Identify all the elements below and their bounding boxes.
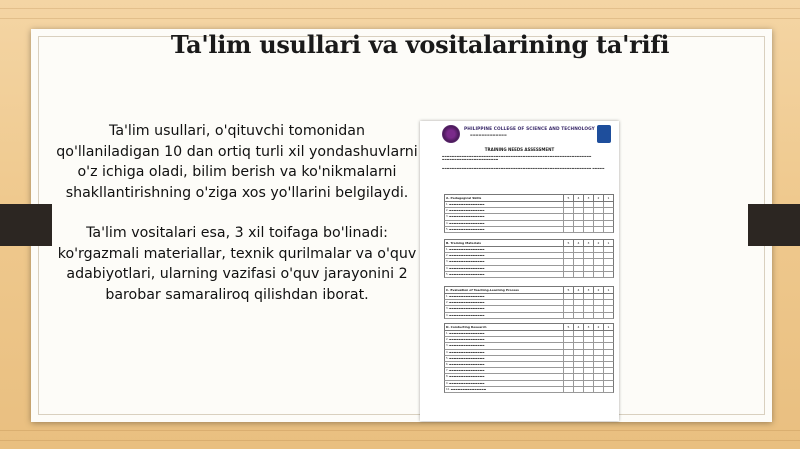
rating-cell [603,227,613,232]
rating-cell [563,350,573,355]
form-section-header [444,194,614,202]
rating-cell [603,356,613,361]
rating-cell [583,362,593,367]
rating-cell [573,356,583,361]
rating-cell [603,259,613,264]
rating-column-label: 4 [573,195,583,201]
rating-cell [573,313,583,318]
rating-cell [573,227,583,232]
rating-column-label: 1 [603,324,613,330]
rating-cell [593,214,603,219]
form-row-label: 1. ▬▬▬▬▬▬▬▬▬▬▬▬▬▬▬ [446,248,485,251]
rating-cell [593,374,603,379]
rating-column-label: 2 [593,324,603,330]
form-section [444,239,614,278]
right-decor-tab [748,204,800,246]
form-row-label: 4. ▬▬▬▬▬▬▬▬▬▬▬▬▬▬▬ [446,313,485,317]
rating-cell [583,202,593,207]
form-row-label: 3. ▬▬▬▬▬▬▬▬▬▬▬▬▬▬▬ [446,215,485,219]
rating-cell [563,227,573,232]
rating-cell [563,272,573,277]
rating-column-label: 2 [593,195,603,201]
form-row [444,227,614,233]
rating-cell [593,343,603,348]
rating-column-label: 3 [583,240,593,246]
form-row-label: 3. ▬▬▬▬▬▬▬▬▬▬▬▬▬▬▬ [446,260,485,264]
rating-cell [583,313,593,318]
form-row-label: 9. ▬▬▬▬▬▬▬▬▬▬▬▬▬▬▬ [446,381,485,385]
rating-cell [593,313,603,318]
rating-cell [563,343,573,348]
form-section-title: C. Evaluation of Teaching-Learning Process [446,288,519,292]
rating-cell [603,202,613,207]
rating-cell [603,374,613,379]
document-legend: ▬▬▬▬▬▬▬▬▬▬▬▬▬▬▬▬▬▬▬▬▬▬▬▬▬▬▬▬▬▬▬▬▬▬▬▬▬▬▬▬▬▬▬▬▬▬▬▬▬▬▬▬▬▬▬▬▬▬▬▬▬ ▬▬▬▬▬ [442,167,605,170]
rating-column-label: 1 [603,195,613,201]
rating-cell [593,253,603,258]
rating-cell [583,294,593,299]
form-row-label: 5. ▬▬▬▬▬▬▬▬▬▬▬▬▬▬▬ [446,227,485,231]
form-section-title: B. Training Materials [446,241,482,245]
form-section [444,286,614,319]
body-text [56,121,418,325]
form-row-label: 2. ▬▬▬▬▬▬▬▬▬▬▬▬▬▬▬ [446,209,485,213]
rating-cell [563,202,573,207]
rating-cell [573,266,583,271]
rating-cell [563,331,573,336]
form-row-label: 7. ▬▬▬▬▬▬▬▬▬▬▬▬▬▬▬ [446,369,485,373]
form-section-title: D. Conducting Research [446,325,487,329]
form-section-header [444,239,614,247]
form-row [444,272,614,278]
form-row-label: 4. ▬▬▬▬▬▬▬▬▬▬▬▬▬▬▬ [446,350,485,354]
rating-cell [593,337,603,342]
rating-cell [583,387,593,392]
paragraph-tools: Ta'lim vositalari esa, 3 xil toifaga bo'linadi: ko'rgazmali materiallar, texnik qurilmalar va o'quv adabiyotlari, ularning vazifasi o'quv jarayonini 2 barobar samaraliroq qilishdan iborat. [57,225,417,303]
rating-cell [603,214,613,219]
form-row-label: 3. ▬▬▬▬▬▬▬▬▬▬▬▬▬▬▬ [446,307,485,311]
rating-cell [593,272,603,277]
slide-title: Ta'lim usullari va vositalarining ta'rifi [170,30,670,59]
rating-cell [583,253,593,258]
rating-column-label: 2 [593,287,603,293]
rating-column-label: 3 [583,195,593,201]
rating-cell [593,208,603,213]
rating-cell [603,387,613,392]
rating-cell [573,331,583,336]
rating-column-label: 1 [603,287,613,293]
rating-cell [583,247,593,252]
rating-cell [583,381,593,386]
rating-cell [593,300,603,305]
rating-cell [593,362,603,367]
rating-cell [563,374,573,379]
form-row-label: 1. ▬▬▬▬▬▬▬▬▬▬▬▬▬▬▬ [446,295,485,298]
rating-cell [563,253,573,258]
form-row-label: 6. ▬▬▬▬▬▬▬▬▬▬▬▬▬▬▬ [446,362,485,366]
form-row [444,387,614,393]
form-row-label: 10. ▬▬▬▬▬▬▬▬▬▬▬▬▬▬▬ [446,387,487,391]
rating-cell [583,259,593,264]
rating-cell [603,266,613,271]
rating-cell [583,374,593,379]
rating-cell [573,259,583,264]
rating-column-label: 4 [573,287,583,293]
document-purpose: ▬▬▬▬▬▬▬▬▬▬▬▬▬▬▬▬▬▬▬▬▬▬▬▬▬▬▬▬▬▬▬▬▬▬▬▬▬▬▬▬▬▬▬▬▬▬▬▬▬▬▬▬▬▬▬▬▬▬▬▬▬ ▬▬▬▬▬▬▬▬▬▬▬▬▬▬▬▬▬▬▬▬▬▬▬ [442,155,592,162]
form-row-label: 5. ▬▬▬▬▬▬▬▬▬▬▬▬▬▬▬ [446,272,485,276]
form-section [444,323,614,393]
form-row-label: 5. ▬▬▬▬▬▬▬▬▬▬▬▬▬▬▬ [446,356,485,360]
rating-cell [563,259,573,264]
rating-cell [573,253,583,258]
rating-cell [593,227,603,232]
rating-column-label: 5 [563,287,573,293]
rating-cell [593,387,603,392]
rating-column-label: 3 [583,287,593,293]
rating-cell [573,221,583,226]
rating-cell [573,214,583,219]
rating-cell [593,306,603,311]
rating-cell [603,343,613,348]
rating-cell [583,350,593,355]
rating-cell [573,368,583,373]
rating-cell [603,247,613,252]
form-row-label: 4. ▬▬▬▬▬▬▬▬▬▬▬▬▬▬▬ [446,266,485,270]
rating-cell [573,294,583,299]
rating-cell [563,266,573,271]
form-row-label: 8. ▬▬▬▬▬▬▬▬▬▬▬▬▬▬▬ [446,375,485,379]
rating-cell [603,362,613,367]
rating-column-label: 3 [583,324,593,330]
paragraph-methods: Ta'lim usullari, o'qituvchi tomonidan qo'llaniladigan 10 dan ortiq turli xil yondashuvlarni o'z ichiga oladi, bilim berish va ko'nikmalarni shakllantirishning o'ziga xos yo'llarini belgilaydi. [56,123,418,201]
rating-cell [603,381,613,386]
rating-cell [573,381,583,386]
rating-cell [563,208,573,213]
rating-cell [583,337,593,342]
left-decor-tab [0,204,52,246]
rating-cell [583,343,593,348]
document-heading: TRAINING NEEDS ASSESSMENT [484,147,555,152]
rating-cell [563,313,573,318]
form-row-label: 2. ▬▬▬▬▬▬▬▬▬▬▬▬▬▬▬ [446,301,485,305]
rating-cell [603,294,613,299]
form-section-header [444,323,614,331]
rating-column-label: 4 [573,324,583,330]
rating-cell [573,247,583,252]
rating-cell [603,221,613,226]
rating-cell [603,368,613,373]
rating-cell [563,306,573,311]
rating-cell [583,227,593,232]
form-section [444,194,614,233]
rating-cell [583,208,593,213]
rating-cell [563,221,573,226]
rating-column-label: 2 [593,240,603,246]
document-subheading: ▬▬▬▬▬▬▬▬▬▬▬▬▬ [470,133,507,137]
accreditation-logo-icon [597,125,611,143]
rating-cell [593,356,603,361]
rating-column-label: 5 [563,324,573,330]
rating-cell [563,381,573,386]
rating-cell [563,356,573,361]
rating-cell [583,214,593,219]
rating-cell [573,343,583,348]
rating-cell [593,381,603,386]
rating-cell [573,208,583,213]
form-row-label: 2. ▬▬▬▬▬▬▬▬▬▬▬▬▬▬▬ [446,254,485,258]
rating-cell [573,272,583,277]
rating-cell [573,387,583,392]
rating-cell [563,294,573,299]
rating-cell [583,368,593,373]
rating-cell [593,331,603,336]
rating-cell [583,300,593,305]
document-institution: PHILIPPINE COLLEGE OF SCIENCE AND TECHNOLOGY [464,127,595,132]
rating-cell [603,350,613,355]
rating-cell [583,272,593,277]
rating-cell [563,214,573,219]
college-logo-icon [442,125,460,143]
rating-cell [593,350,603,355]
rating-column-label: 5 [563,240,573,246]
rating-column-label: 5 [563,195,573,201]
rating-cell [573,202,583,207]
rating-cell [593,259,603,264]
rating-cell [583,356,593,361]
rating-cell [573,337,583,342]
rating-cell [583,221,593,226]
rating-cell [563,362,573,367]
document-image [420,121,619,421]
rating-cell [593,247,603,252]
form-row-label: 4. ▬▬▬▬▬▬▬▬▬▬▬▬▬▬▬ [446,221,485,225]
rating-cell [563,300,573,305]
rating-column-label: 1 [603,240,613,246]
rating-cell [593,266,603,271]
form-row-label: 3. ▬▬▬▬▬▬▬▬▬▬▬▬▬▬▬ [446,344,485,348]
rating-cell [603,300,613,305]
rating-cell [603,253,613,258]
rating-cell [593,294,603,299]
form-row-label: 2. ▬▬▬▬▬▬▬▬▬▬▬▬▬▬▬ [446,338,485,342]
form-row-label: 1. ▬▬▬▬▬▬▬▬▬▬▬▬▬▬▬ [446,332,485,335]
rating-cell [603,331,613,336]
form-section-title: A. Pedagogical Skills [446,196,482,200]
form-row [444,313,614,319]
rating-cell [563,247,573,252]
rating-cell [603,306,613,311]
rating-cell [583,306,593,311]
rating-cell [563,337,573,342]
rating-cell [603,337,613,342]
rating-cell [563,368,573,373]
rating-cell [573,306,583,311]
rating-cell [593,368,603,373]
rating-cell [573,362,583,367]
rating-cell [593,221,603,226]
rating-cell [573,350,583,355]
rating-cell [573,300,583,305]
rating-column-label: 4 [573,240,583,246]
rating-cell [603,313,613,318]
rating-cell [573,374,583,379]
form-section-header [444,286,614,294]
rating-cell [583,331,593,336]
rating-cell [603,208,613,213]
rating-cell [593,202,603,207]
form-row-label: 1. ▬▬▬▬▬▬▬▬▬▬▬▬▬▬▬ [446,203,485,206]
rating-cell [563,387,573,392]
rating-cell [583,266,593,271]
rating-cell [603,272,613,277]
